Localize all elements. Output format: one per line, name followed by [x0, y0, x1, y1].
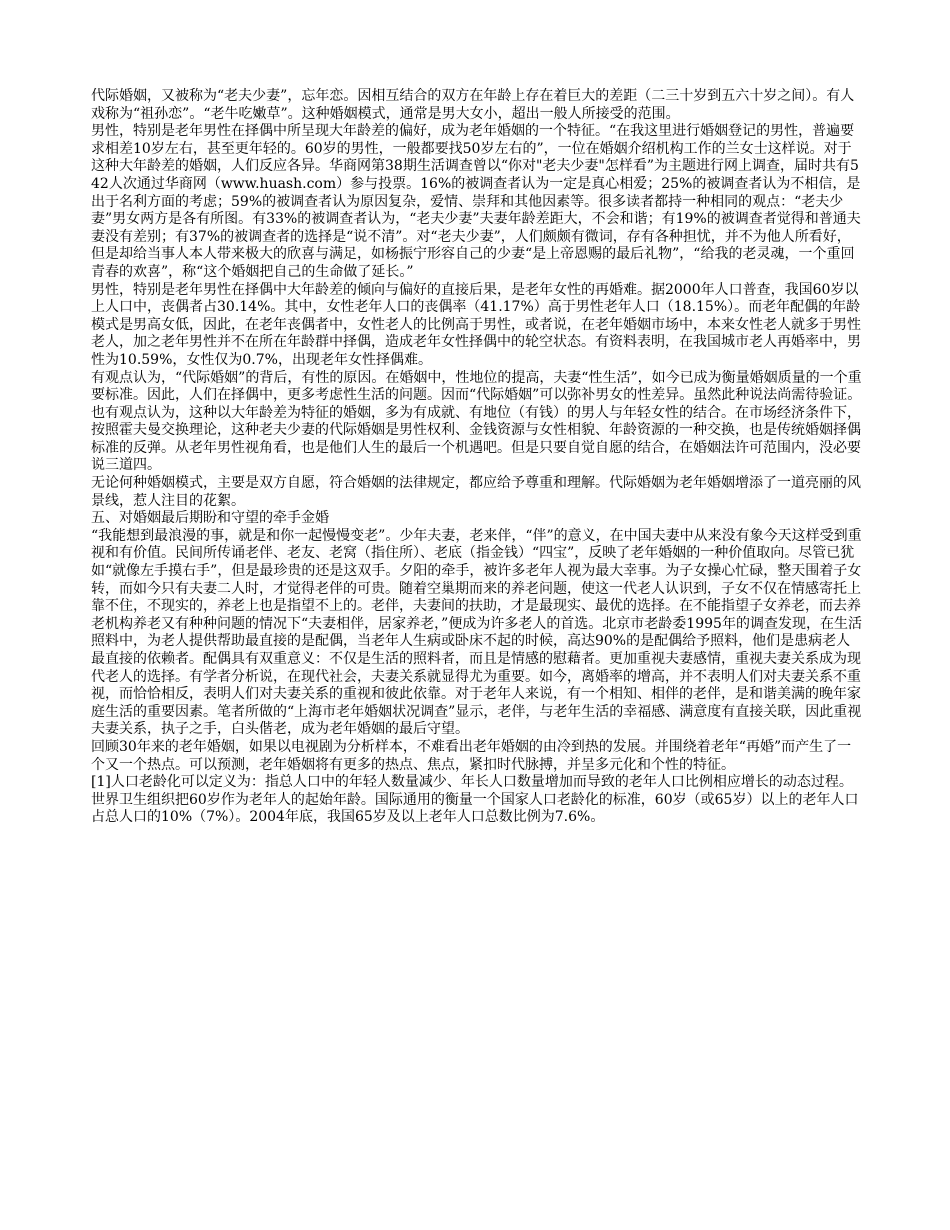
paragraph-female-remarriage: 男性，特别是老年男性在择偶中大年龄差的倾向与偏好的直接后果，是老年女性的再婚难。据2000年人口普查，我国60岁以上人口中，丧偶者占30.14%。其中，女性老年人口的丧偶率（41.17%）高于男性老年人口（18.15%）。而老年配偶的年龄模式是男高女低，因此，在老年丧偶者中，女性老人的比例高于男性，或者说，在老年婚姻市场中，本来女性老人就多于男性老人，加之老年男性并不在所在年龄群中择偶，造成老年女性择偶中的轮空状态。有资料表明，在我国城市老人再婚率中，男性为10.59%，女性仅为0.7%，出现老年女性择偶难。 [91, 281, 861, 368]
paragraph-exchange-theory: 也有观点认为，这种以大年龄差为特征的婚姻，多为有成就、有地位（有钱）的男人与年轻女性的结合。在市场经济条件下，按照霍夫曼交换理论，这种老夫少妻的代际婚姻是男性权利、金钱资源与女性相貌、年龄资源的一种交换，也是传统婚姻择偶标准的反弹。从老年男性视角看，也是他们人生的最后一个机遇吧。但是只要自觉自愿的结合，在婚姻法许可范围内，没必要说三道四。 [91, 404, 861, 474]
paragraph-review: 回顾30年来的老年婚姻，如果以电视剧为分析样本，不难看出老年婚姻的由冷到热的发展。并围绕着老年“再婚”而产生了一个又一个热点。可以预测，老年婚姻将有更多的热点、焦点，紧扣时代脉搏，并呈多元化和个性的特征。 [91, 738, 852, 773]
section-heading: 五、对婚姻最后期盼和守望的牵手金婚 [91, 510, 329, 527]
paragraph-companionship: “我能想到最浪漫的事，就是和你一起慢慢变老”。少年夫妻，老来伴，“伴”的意义，在中国夫妻中从来没有象今天这样受到重视和有价值。民间所传诵老伴、老友、老窝（指住所）、老底（指金钱）“四宝”，反映了老年婚姻的一种价值取向。尽管已犹如“就像左手摸右手”，但是最珍贵的还是这双手。夕阳的牵手，被许多老年人视为最大幸事。为子女操心忙碌，整天围着子女转，而如今只有夫妻二人时，才觉得老伴的可贵。随着空巢期而来的养老问题，使这一代老人认识到，子女不仅在情感寄托上靠不住，不现实的，养老上也是指望不上的。老伴，夫妻间的扶助，才是最现实、最优的选择。在不能指望子女养老，而去养老机构养老又有种种问题的情况下“夫妻相伴，居家养老，”便成为许多老人的首选。北京市老龄委1995年的调查发现，在生活照料中，为老人提供帮助最直接的是配偶，当老年人生病或卧床不起的时候，高达90%的是配偶给予照料，他们是患病老人最直接的依赖者。配偶具有双重意义：不仅是生活的照料者，而且是情感的慰藉者。更加重视夫妻感情，重视夫妻关系成为现代老人的选择。有学者分析说，在现代社会，夫妻关系就显得尤为重要。如今，离婚率的增高，并不表明人们对夫妻关系不重视，而恰恰相反，表明人们对夫妻关系的重视和彼此依靠。对于老年人来说，有一个相知、相伴的老伴，是和谐美满的晚年家庭生活的重要因素。笔者所做的“上海市老年婚姻状况调查”显示，老伴，与老年生活的幸福感、满意度有直接关联，因此重视夫妻关系，执子之手，白头偕老，成为老年婚姻的最后守望。 [91, 527, 862, 738]
paragraph-respect-choice: 无论何种婚姻模式，主要是双方自愿，符合婚姻的法律规定，都应给予尊重和理解。代际婚姻为老年婚姻增添了一道亮丽的风景线，惹人注目的花絮。 [91, 475, 861, 509]
paragraph-intergenerational-marriage: 代际婚姻，又被称为“老夫少妻”，忘年恋。因相互结合的双方在年龄上存在着巨大的差距（二三十岁到五六十岁之间）。有人戏称为“祖孙恋”。“老牛吃嫩草”。这种婚姻模式，通常是男大女小，超出一般人所接受的范围。 [91, 88, 855, 122]
footnote: [1]人口老龄化可以定义为：指总人口中的年轻人数量减少、年长人口数量增加而导致的老年人口比例相应增长的动态过程。世界卫生组织把60岁作为老年人的起始年龄。国际通用的衡量一个国家人口老龄化的标准，60岁（或65岁）以上的老年人口占总人口的10%（7%）。2004年底，我国65岁及以上老年人口总数比例为7.6%。 [91, 774, 859, 826]
paragraph-sexual-factor: 有观点认为，“代际婚姻”的背后，有性的原因。在婚姻中，性地位的提高，夫妻“性生活”，如今已成为衡量婚姻质量的一个重要标准。因此，人们在择偶中，更多考虑性生活的问题。因而“代际婚姻”可以弥补男女的性差异。虽然此种说法尚需待验证。 [91, 369, 862, 404]
paragraph-age-gap-preference: 男性，特别是老年男性在择偶中所呈现大年龄差的偏好，成为老年婚姻的一个特征。“在我这里进行婚姻登记的男性，普遍要求相差10岁左右，甚至更年轻的。60岁的男性，一般都要找50岁左右的”，一位在婚姻介绍机构工作的兰女士这样说。对于这种大年龄差的婚姻，人们反应各异。华商网第38期生活调查曾以“你对"老夫少妻"怎样看”为主题进行网上调查，届时共有542人次通过华商网（www.huash.com）参与投票。16%的被调查者认为一定是真心相爱；25%的被调查者认为不相信，是出于名利方面的考虑；59%的被调查者认为原因复杂，爱情、崇拜和其他因素等。很多读者都持一种相同的观点：“老夫少妻”男女两方是各有所图。有33%的被调查者认为，“老夫少妻”夫妻年龄差距大，不会和谐；有19%的被调查者觉得和普通夫妻没有差别；有37%的被调查者的选择是“说不清”。对“老夫少妻”，人们颇颇有微词，存有各种担忧，并不为他人所看好，但是却给当事人本人带来极大的欣喜与满足，如杨振宁形容自己的少妻“是上帝恩赐的最后礼物”，“给我的老灵魂，一个重回青春的欢喜”，称“这个婚姻把自己的生命做了延长。” [91, 123, 861, 280]
